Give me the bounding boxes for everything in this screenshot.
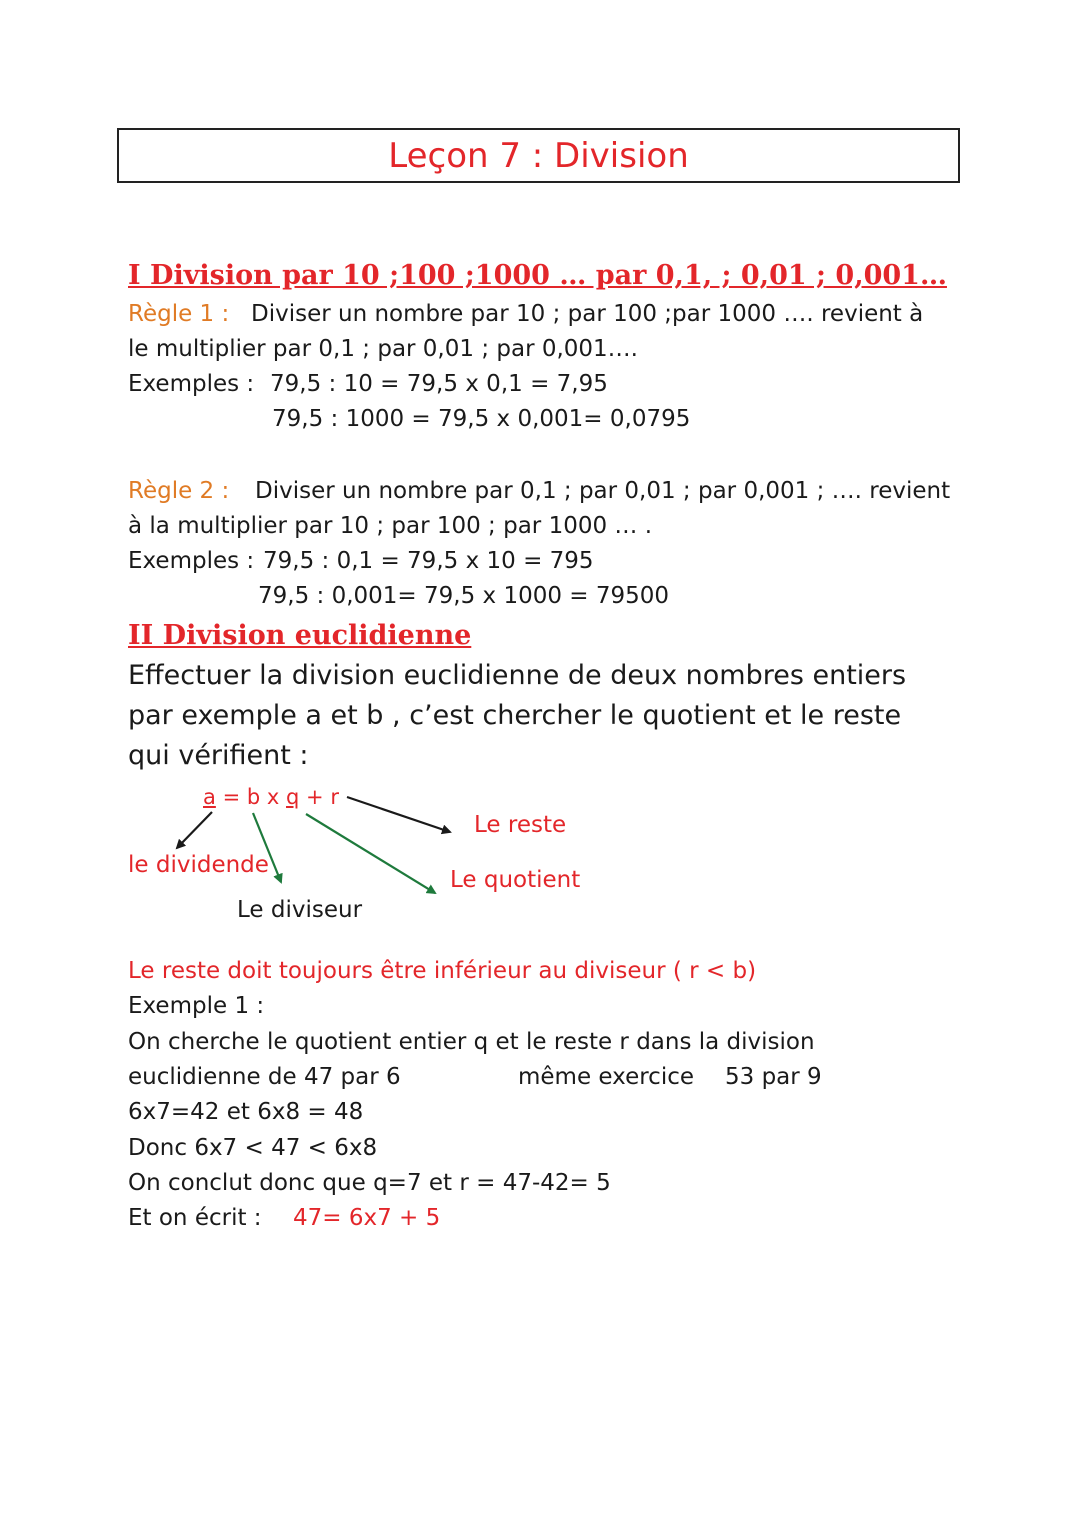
formula-r: r <box>330 785 339 809</box>
rule1-examples-label: Exemples : <box>128 371 255 397</box>
example-line2c: 53 par 9 <box>725 1064 822 1090</box>
example-line3: 6x7=42 et 6x8 = 48 <box>128 1099 364 1125</box>
section2-heading: II Division euclidienne <box>128 620 472 651</box>
section2-intro-line2: par exemple a et b , c’est chercher le quotient et le reste <box>128 700 902 731</box>
rule2-text-line1: Diviser un nombre par 0,1 ; par 0,01 ; par 0,001 ; …. revient <box>255 478 951 504</box>
page-title: Leçon 7 : Division <box>388 136 689 176</box>
example-line5: On conclut donc que q=7 et r = 47-42= 5 <box>128 1170 611 1196</box>
rule2-example1: 79,5 : 0,1 = 79,5 x 10 = 795 <box>263 548 594 574</box>
example-line6-label: Et on écrit : <box>128 1205 262 1231</box>
example-line2a: euclidienne de 47 par 6 <box>128 1064 401 1090</box>
formula-plus: + <box>306 785 324 809</box>
reste-rule: Le reste doit toujours être inférieur au diviseur ( r < b) <box>128 958 757 984</box>
example-title: Exemple 1 : <box>128 993 265 1019</box>
example-line1: On cherche le quotient entier q et le reste r dans la division <box>128 1029 815 1055</box>
example-line6-value: 47= 6x7 + 5 <box>293 1205 441 1231</box>
section1-heading: I Division par 10 ;100 ;1000 … par 0,1, ; 0,01 ; 0,001… <box>128 260 947 291</box>
formula-a: a <box>203 785 216 809</box>
rule2-label: Règle 2 : <box>128 478 230 504</box>
example-line4: Donc 6x7 < 47 < 6x8 <box>128 1135 378 1161</box>
formula-q: q <box>286 785 300 809</box>
rule1-text-line2: le multiplier par 0,1 ; par 0,01 ; par 0,001…. <box>128 336 638 362</box>
formula-times: x <box>266 785 280 809</box>
section2-intro-line3: qui vérifient : <box>128 740 309 771</box>
rule1-label: Règle 1 : <box>128 301 230 327</box>
label-le-reste: Le reste <box>474 812 567 838</box>
formula-b: b <box>246 785 261 809</box>
formula-equals: = <box>222 785 241 809</box>
label-le-dividende: le dividende <box>128 852 269 878</box>
section2-intro-line1: Effectuer la division euclidienne de deux nombres entiers <box>128 660 907 691</box>
label-le-diviseur: Le diviseur <box>237 897 363 923</box>
rule1-example2: 79,5 : 1000 = 79,5 x 0,001= 0,0795 <box>272 406 691 432</box>
rule2-example2: 79,5 : 0,001= 79,5 x 1000 = 79500 <box>258 583 670 609</box>
rule2-text-line2: à la multiplier par 10 ; par 100 ; par 1000 … . <box>128 513 653 539</box>
rule1-text-line1: Diviser un nombre par 10 ; par 100 ;par 1000 …. revient à <box>251 301 924 327</box>
label-le-quotient: Le quotient <box>450 867 581 893</box>
example-line2b: même exercice <box>518 1064 695 1090</box>
arrow-to-quotient <box>306 814 435 893</box>
arrow-to-reste <box>347 797 450 832</box>
rule2-examples-label: Exemples : <box>128 548 255 574</box>
arrow-to-dividende <box>177 812 212 848</box>
rule1-example1: 79,5 : 10 = 79,5 x 0,1 = 7,95 <box>270 371 608 397</box>
